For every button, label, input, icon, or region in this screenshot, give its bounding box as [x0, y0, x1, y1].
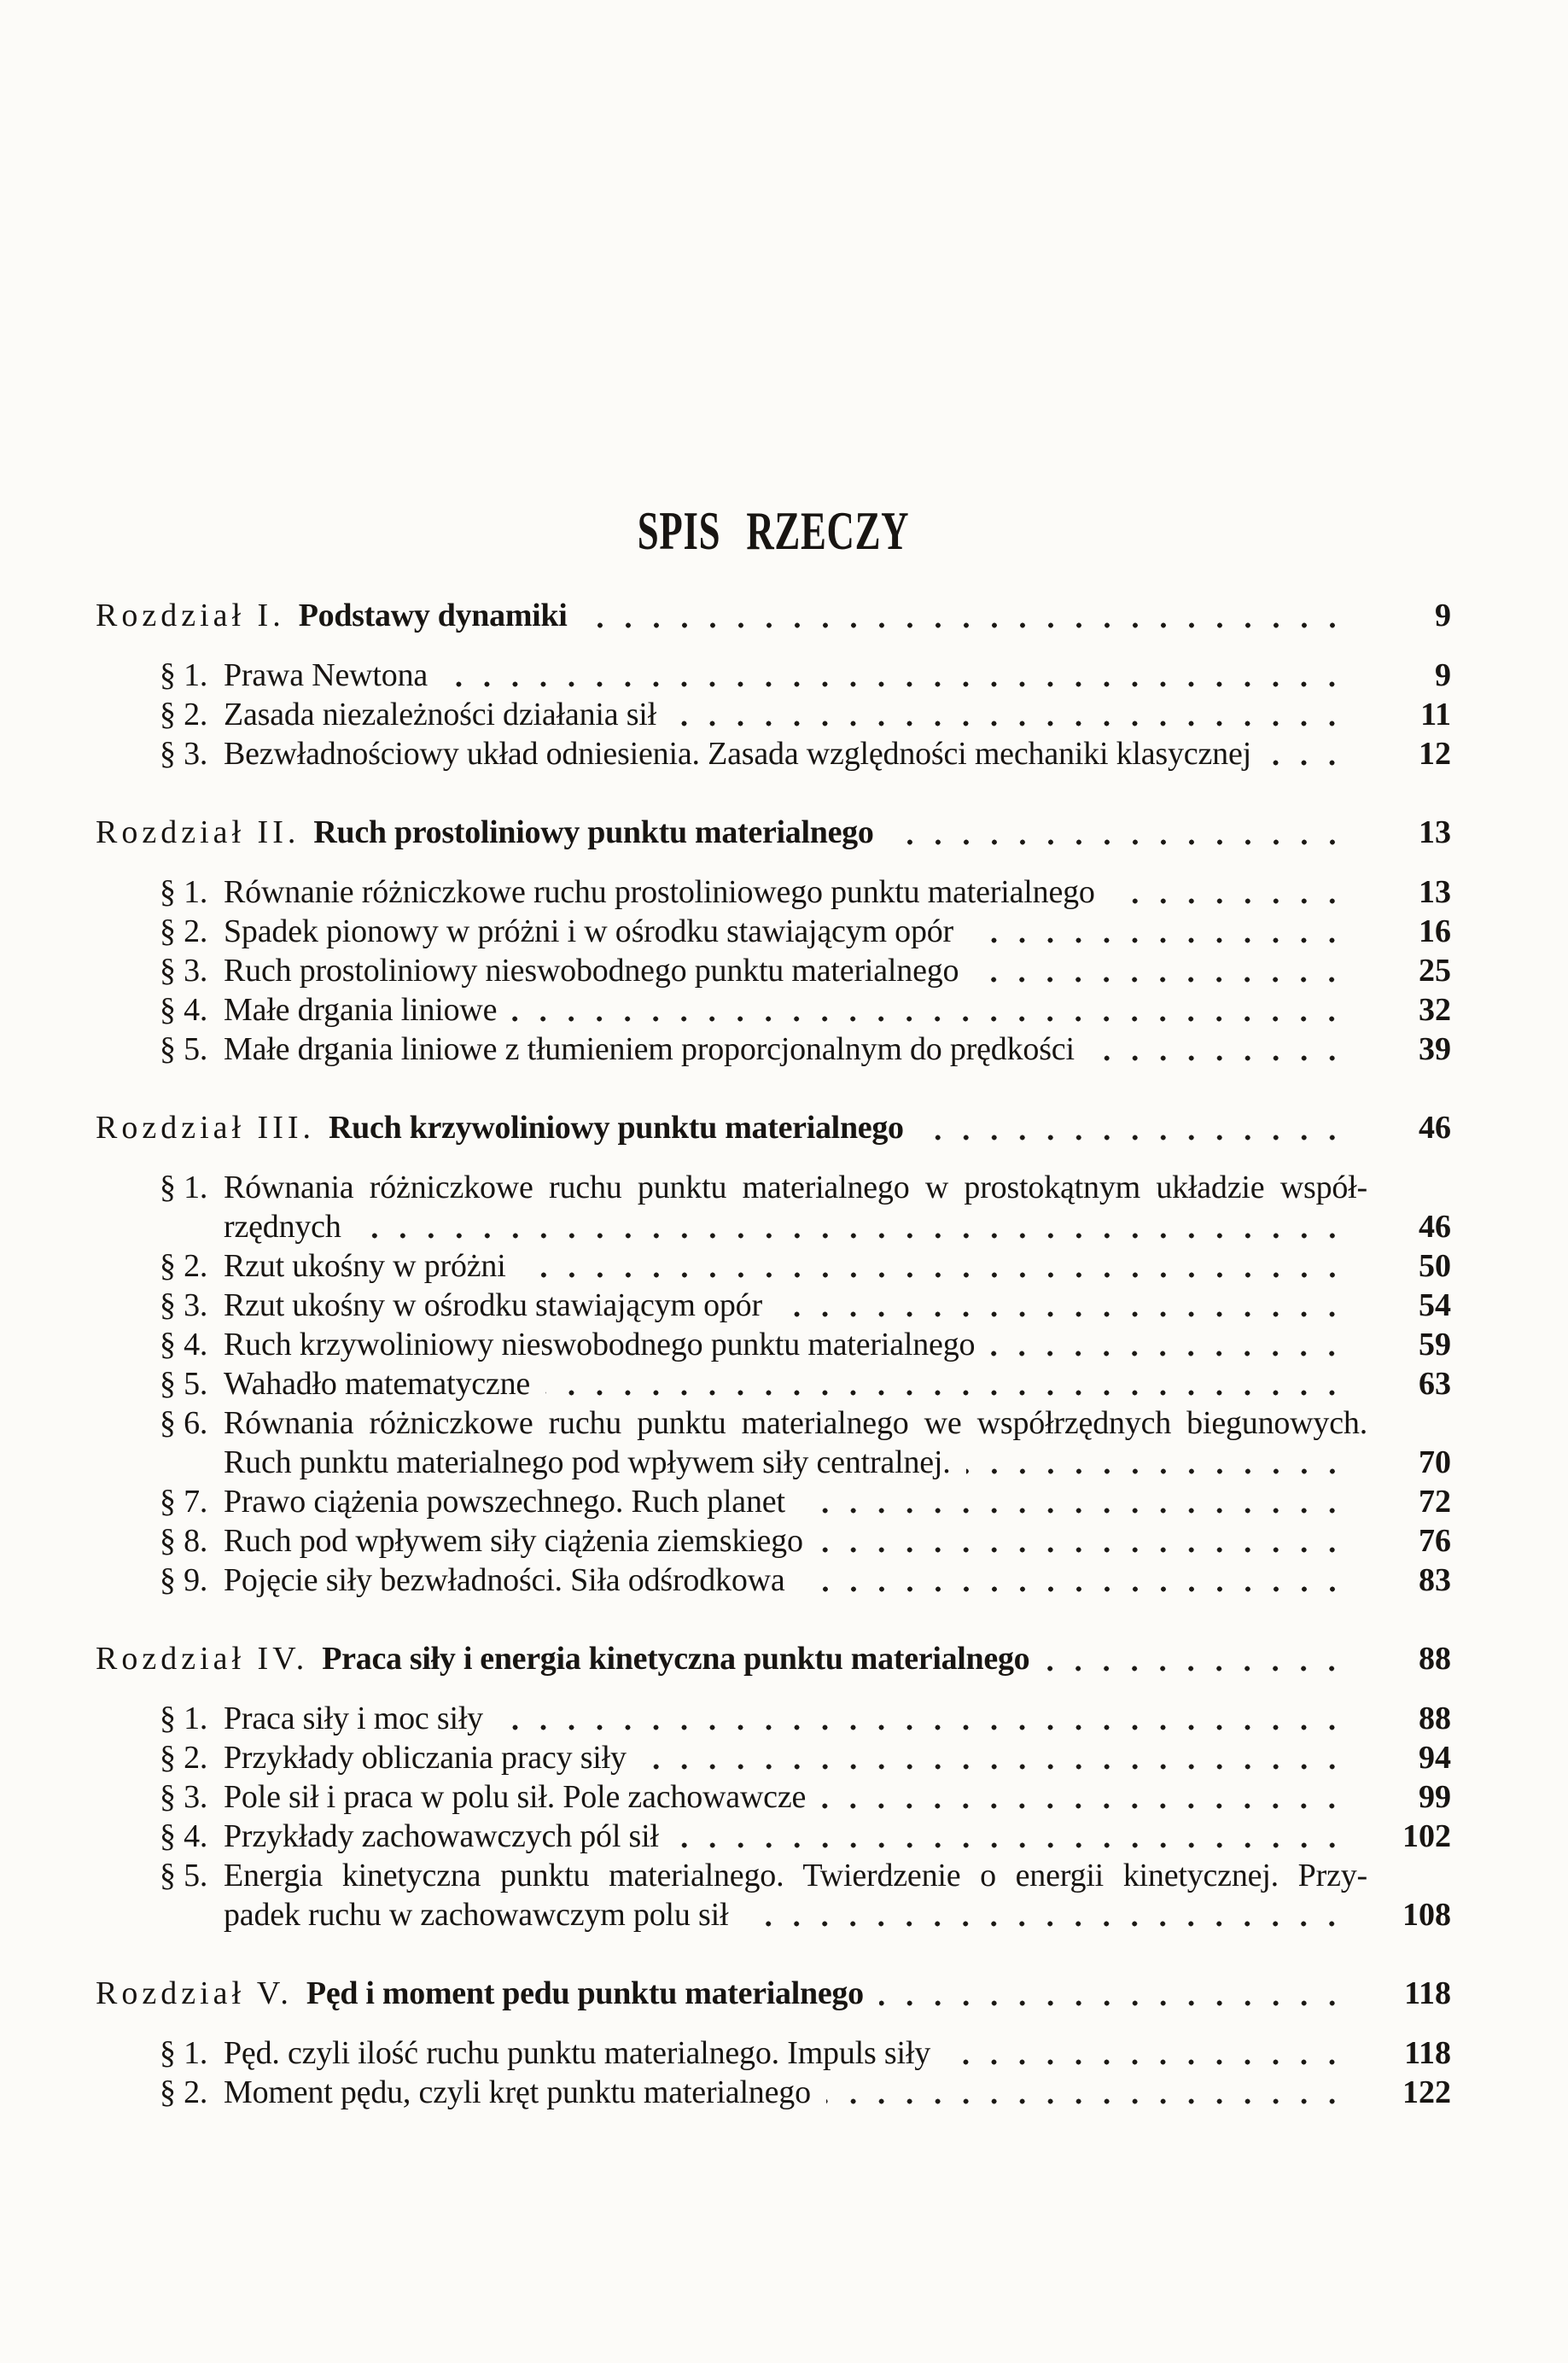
toc-entry: [96, 656, 1451, 695]
toc-entry: [96, 1168, 1451, 1246]
page-title: SPIS RZECZY: [637, 500, 910, 561]
entry-text: Ruch krzywoliniowy nieswobodnego punktu materialnego: [224, 1327, 976, 1362]
toc-entry-row: [160, 1364, 1451, 1403]
dot-leader: [512, 1016, 1357, 1022]
chapter-section: [96, 1639, 1451, 1934]
entry-page-number: 72: [1419, 1484, 1451, 1520]
dot-leader: [522, 1272, 1357, 1278]
entry-number: § 3.: [160, 736, 208, 772]
toc-entry: [96, 2033, 1451, 2073]
entry-text: Wahadło matematyczne: [224, 1366, 531, 1402]
entry-text: Moment pędu, czyli kręt punktu materialnego: [224, 2074, 811, 2110]
entry-page-number: 39: [1419, 1031, 1451, 1067]
entry-page-number: 99: [1419, 1779, 1451, 1815]
dot-leader: [974, 977, 1357, 983]
entry-text: Prawo ciążenia powszechnego. Ruch planet: [224, 1484, 785, 1520]
dot-leader: [819, 1547, 1357, 1553]
toc-entry-row: [160, 1521, 1451, 1561]
chapter-section: [96, 1974, 1451, 2112]
entry-page-number: 76: [1419, 1523, 1451, 1559]
dot-leader: [946, 2059, 1357, 2065]
toc-entry: [96, 1030, 1451, 1069]
toc-entry: [96, 734, 1451, 773]
chapter-heading-row: [96, 596, 1451, 636]
entry-text: Małe drgania liniowe z tłumieniem proporcjonalnym do prędkości: [224, 1031, 1075, 1067]
entry-page-number: 32: [1419, 992, 1451, 1028]
chapter-title: Pęd i moment pedu punktu materialnego: [306, 1975, 864, 2011]
dot-leader: [498, 1724, 1357, 1730]
toc-entry: [96, 1738, 1451, 1777]
entry-page-number: 16: [1419, 913, 1451, 949]
toc-entry-row: [160, 1777, 1451, 1817]
entry-continuation-text: Ruch punktu materialnego pod wpływem siły centralnej.: [224, 1444, 951, 1480]
chapter-label: Rozdział III.: [96, 1110, 316, 1146]
chapter-label: Rozdział V.: [96, 1975, 293, 2011]
entry-page-number: 108: [1402, 1897, 1451, 1933]
entry-number: § 7.: [160, 1484, 208, 1520]
entry-number: § 2.: [160, 913, 208, 949]
chapter-title: Ruch krzywoliniowy punktu materialnego: [329, 1110, 904, 1146]
chapter-title: Praca siły i energia kinetyczna punktu materialnego: [322, 1641, 1030, 1677]
entry-text: Praca siły i moc siły: [224, 1701, 483, 1736]
chapter-title: Podstawy dynamiki: [298, 598, 568, 633]
entry-number: § 2.: [160, 2074, 208, 2110]
entry-text: Bezwładnościowy układ odniesienia. Zasada względności mechaniki klasycznej: [224, 736, 1251, 772]
dot-leader: [801, 1508, 1357, 1514]
toc-entry-row: [160, 1856, 1451, 1895]
entry-text: Równania różniczkowe ruchu punktu materialnego w prostokątnym układzie współ-: [224, 1170, 1367, 1205]
toc-entry-row: [160, 1246, 1451, 1286]
entry-text: Przykłady obliczania pracy siły: [224, 1740, 627, 1776]
chapter-section: [96, 1108, 1451, 1600]
dot-leader: [889, 839, 1357, 845]
toc-entry-continuation-row: [224, 1207, 1451, 1246]
entry-text: Rzut ukośny w próżni: [224, 1248, 506, 1284]
entry-page-number: 12: [1419, 736, 1451, 772]
chapter-section: [96, 596, 1451, 773]
chapter-page-number: 118: [1404, 1975, 1451, 2011]
toc-entry: [96, 912, 1451, 951]
entry-continuation-text: padek ruchu w zachowawczym polu sił: [224, 1897, 729, 1933]
entry-continuation-text: rzędnych: [224, 1209, 341, 1245]
toc-entry-row: [160, 1738, 1451, 1777]
entry-page-number: 50: [1419, 1248, 1451, 1284]
dot-leader: [357, 1233, 1357, 1239]
entry-number: § 1.: [160, 2035, 208, 2071]
toc-entry-row: [160, 872, 1451, 912]
toc-entry-row: [160, 2033, 1451, 2073]
entry-number: § 2.: [160, 1740, 208, 1776]
entry-page-number: 46: [1419, 1209, 1451, 1245]
toc-entry-row: [160, 1482, 1451, 1521]
toc-entry: [96, 872, 1451, 912]
dot-leader: [545, 1390, 1357, 1396]
entry-number: § 3.: [160, 1287, 208, 1323]
entry-page-number: 11: [1420, 697, 1451, 732]
dot-leader: [966, 1468, 1357, 1474]
dot-leader: [674, 1842, 1357, 1848]
toc-entry: [96, 1856, 1451, 1934]
entry-text: Równania różniczkowe ruchu punktu materialnego we współrzędnych biegunowych.: [224, 1405, 1367, 1441]
dot-leader: [672, 721, 1357, 726]
toc-entry: [96, 1364, 1451, 1403]
entry-number: § 6.: [160, 1405, 208, 1441]
entry-number: § 2.: [160, 697, 208, 732]
entry-number: § 4.: [160, 1327, 208, 1362]
entry-number: § 4.: [160, 1818, 208, 1854]
toc-entry: [96, 990, 1451, 1030]
toc-entry: [96, 1699, 1451, 1738]
dot-leader: [1045, 1666, 1357, 1672]
toc-entry-row: [160, 912, 1451, 951]
entry-number: § 3.: [160, 1779, 208, 1815]
entry-number: § 2.: [160, 1248, 208, 1284]
toc-entry-row: [160, 1817, 1451, 1856]
chapter-heading-row: [96, 1108, 1451, 1148]
chapter-page-number: 13: [1419, 814, 1451, 850]
toc-entry: [96, 1482, 1451, 1521]
chapter-page-number: 46: [1419, 1110, 1451, 1146]
dot-leader: [821, 1803, 1357, 1809]
chapter-heading-row: [96, 813, 1451, 853]
chapter-heading-row: [96, 1639, 1451, 1679]
chapter-title: Ruch prostoliniowy punktu materialnego: [313, 814, 874, 850]
toc-entry-row: [160, 951, 1451, 990]
toc-entry: [96, 1403, 1451, 1482]
dot-leader: [642, 1764, 1357, 1770]
dot-leader: [990, 1351, 1357, 1357]
toc-entry-row: [160, 1325, 1451, 1364]
entry-text: Rzut ukośny w ośrodku stawiającym opór: [224, 1287, 762, 1323]
dot-leader: [583, 622, 1357, 628]
toc-entry: [96, 951, 1451, 990]
dot-leader: [1090, 1055, 1357, 1061]
entry-text: Spadek pionowy w próżni i w ośrodku stawiającym opór: [224, 913, 954, 949]
entry-number: § 1.: [160, 874, 208, 910]
entry-page-number: 13: [1419, 874, 1451, 910]
entry-page-number: 70: [1419, 1444, 1451, 1480]
chapter-label: Rozdział II.: [96, 814, 300, 850]
entry-page-number: 54: [1419, 1287, 1451, 1323]
toc-entry: [96, 1325, 1451, 1364]
chapter-page-number: 88: [1419, 1641, 1451, 1677]
toc-entry-row: [160, 695, 1451, 734]
toc-entry-continuation-row: [224, 1895, 1451, 1934]
entry-page-number: 63: [1419, 1366, 1451, 1402]
dot-leader: [801, 1586, 1357, 1592]
chapter-label: Rozdział IV.: [96, 1641, 309, 1677]
dot-leader: [969, 937, 1357, 943]
entry-number: § 3.: [160, 953, 208, 989]
dot-leader: [919, 1135, 1357, 1141]
dot-leader: [743, 1921, 1357, 1927]
entry-text: Pole sił i praca w polu sił. Pole zachowawcze: [224, 1779, 807, 1815]
entry-number: § 1.: [160, 1701, 208, 1736]
entry-page-number: 9: [1435, 657, 1451, 693]
entry-page-number: 94: [1419, 1740, 1451, 1776]
entry-page-number: 88: [1419, 1701, 1451, 1736]
entry-number: § 8.: [160, 1523, 208, 1559]
toc-entry: [96, 2073, 1451, 2112]
toc-entry-row: [160, 1699, 1451, 1738]
entry-text: Ruch pod wpływem siły ciążenia ziemskiego: [224, 1523, 803, 1559]
toc-entry: [96, 1521, 1451, 1561]
entry-text: Prawa Newtona: [224, 657, 428, 693]
toc-entry: [96, 1777, 1451, 1817]
entry-number: § 9.: [160, 1562, 208, 1598]
toc-entry-row: [160, 2073, 1451, 2112]
entry-page-number: 59: [1419, 1327, 1451, 1362]
dot-leader: [879, 2000, 1357, 2006]
toc-entry: [96, 1817, 1451, 1856]
toc-entry-row: [160, 1030, 1451, 1069]
chapter-section: [96, 813, 1451, 1069]
dot-leader: [1267, 760, 1357, 766]
toc-entry-row: [160, 734, 1451, 773]
dot-leader: [778, 1311, 1357, 1317]
dot-leader: [1110, 898, 1357, 904]
toc: [96, 596, 1451, 2112]
entry-text: Pojęcie siły bezwładności. Siła odśrodkowa: [224, 1562, 785, 1598]
entry-page-number: 25: [1419, 953, 1451, 989]
entry-text: Przykłady zachowawczych pól sił: [224, 1818, 659, 1854]
dot-leader: [826, 2098, 1357, 2104]
entry-text: Zasada niezależności działania sił: [224, 697, 656, 732]
toc-entry-row: [160, 990, 1451, 1030]
toc-entry-row: [160, 1561, 1451, 1600]
entry-text: Pęd. czyli ilość ruchu punktu materialnego. Impuls siły: [224, 2035, 931, 2071]
toc-entry: [96, 695, 1451, 734]
entry-number: § 4.: [160, 992, 208, 1028]
toc-entry: [96, 1286, 1451, 1325]
entry-number: § 5.: [160, 1031, 208, 1067]
entry-number: § 5.: [160, 1366, 208, 1402]
entry-text: Energia kinetyczna punktu materialnego. Twierdzenie o energii kinetycznej. Przy-: [224, 1858, 1367, 1893]
entry-page-number: 83: [1419, 1562, 1451, 1598]
entry-page-number: 102: [1402, 1818, 1451, 1854]
dot-leader: [443, 681, 1357, 687]
entry-text: Małe drgania liniowe: [224, 992, 498, 1028]
toc-entry-continuation-row: [224, 1443, 1451, 1482]
toc-entry: [96, 1246, 1451, 1286]
chapter-label: Rozdział I.: [96, 598, 285, 633]
entry-page-number: 118: [1404, 2035, 1451, 2071]
toc-entry-row: [160, 656, 1451, 695]
entry-number: § 5.: [160, 1858, 208, 1893]
toc-entry: [96, 1561, 1451, 1600]
entry-number: § 1.: [160, 1170, 208, 1205]
entry-number: § 1.: [160, 657, 208, 693]
entry-page-number: 122: [1402, 2074, 1451, 2110]
chapter-page-number: 9: [1435, 598, 1451, 633]
toc-entry-row: [160, 1286, 1451, 1325]
chapter-heading-row: [96, 1974, 1451, 2014]
toc-entry-row: [160, 1168, 1451, 1207]
entry-text: Ruch prostoliniowy nieswobodnego punktu materialnego: [224, 953, 959, 989]
entry-text: Równanie różniczkowe ruchu prostoliniowego punktu materialnego: [224, 874, 1095, 910]
toc-entry-row: [160, 1403, 1451, 1443]
